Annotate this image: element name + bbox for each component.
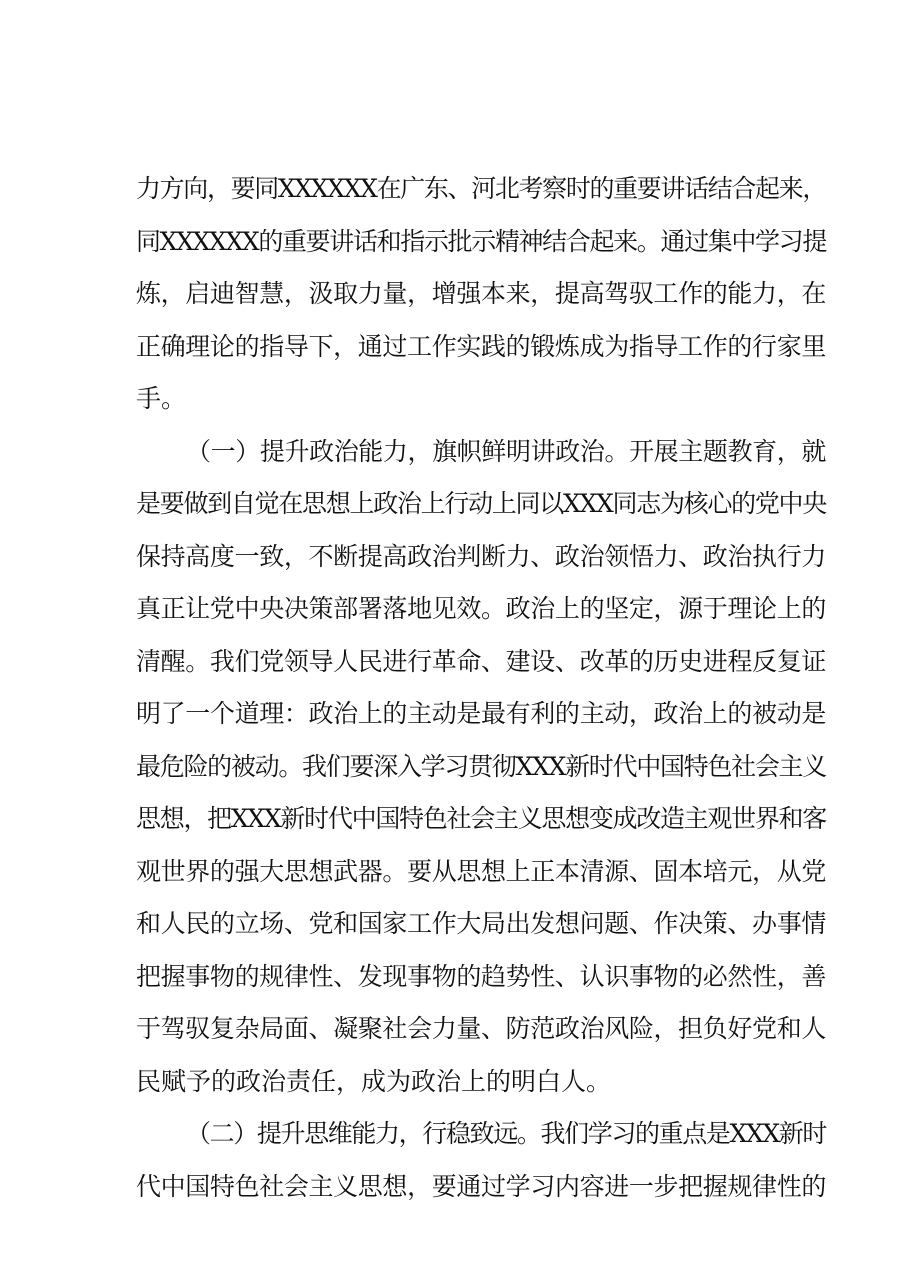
text-line: 于驾驭复杂局面、凝聚社会力量、防范政治风险，担负好党和人 (136, 1014, 826, 1043)
text-line: 代中国特色社会主义思想，要通过学习内容进一步把握规律性的 (136, 1171, 826, 1201)
paragraph-heading-line: （二）提升思维能力，行稳致远。我们学习的重点是XXX新时 (186, 1119, 827, 1148)
text-line: 真正让党中央决策部署落地见效。政治上的坚定，源于理论上的 (136, 594, 826, 623)
text-line: 思想，把XXX新时代中国特色社会主义思想变成改造主观世界和客 (136, 804, 826, 833)
text-line: 清醒。我们党领导人民进行革命、建设、改革的历史进程反复证 (136, 646, 826, 676)
text-line: 同XXXXXX的重要讲话和指示批示精神结合起来。通过集中学习提 (136, 226, 826, 256)
text-line: 炼，启迪智慧，汲取力量，增强本来，提高驾驭工作的能力，在 (136, 279, 826, 308)
text-line: 观世界的强大思想武器。要从思想上正本清源、固本培元，从党 (136, 856, 826, 886)
text-line: 和人民的立场、党和国家工作大局出发想问题、作决策、办事情 (136, 909, 826, 938)
text-line: 把握事物的规律性、发现事物的趋势性、认识事物的必然性，善 (136, 961, 826, 991)
paragraph-heading-line: （一）提升政治能力，旗帜鲜明讲政治。开展主题教育，就 (186, 436, 826, 466)
text-line: 是要做到自觉在思想上政治上行动上同以XXX同志为核心的党中央 (136, 489, 826, 518)
text-line: 手。 (136, 384, 187, 413)
text-line: 最危险的被动。我们要深入学习贯彻XXX新时代中国特色社会主义 (136, 751, 826, 781)
text-line: 民赋予的政治责任，成为政治上的明白人。 (136, 1066, 612, 1096)
document-body (136, 163, 826, 1213)
text-line: 明了一个道理：政治上的主动是最有利的主动，政治上的被动是 (136, 699, 826, 728)
text-line: 正确理论的指导下，通过工作实践的锻炼成为指导工作的行家里 (136, 331, 826, 361)
text-line: 保持高度一致，不断提高政治判断力、政治领悟力、政治执行力 (136, 541, 826, 571)
text-line: 力方向，要同XXXXXX在广东、河北考察时的重要讲话结合起来， (136, 174, 826, 203)
